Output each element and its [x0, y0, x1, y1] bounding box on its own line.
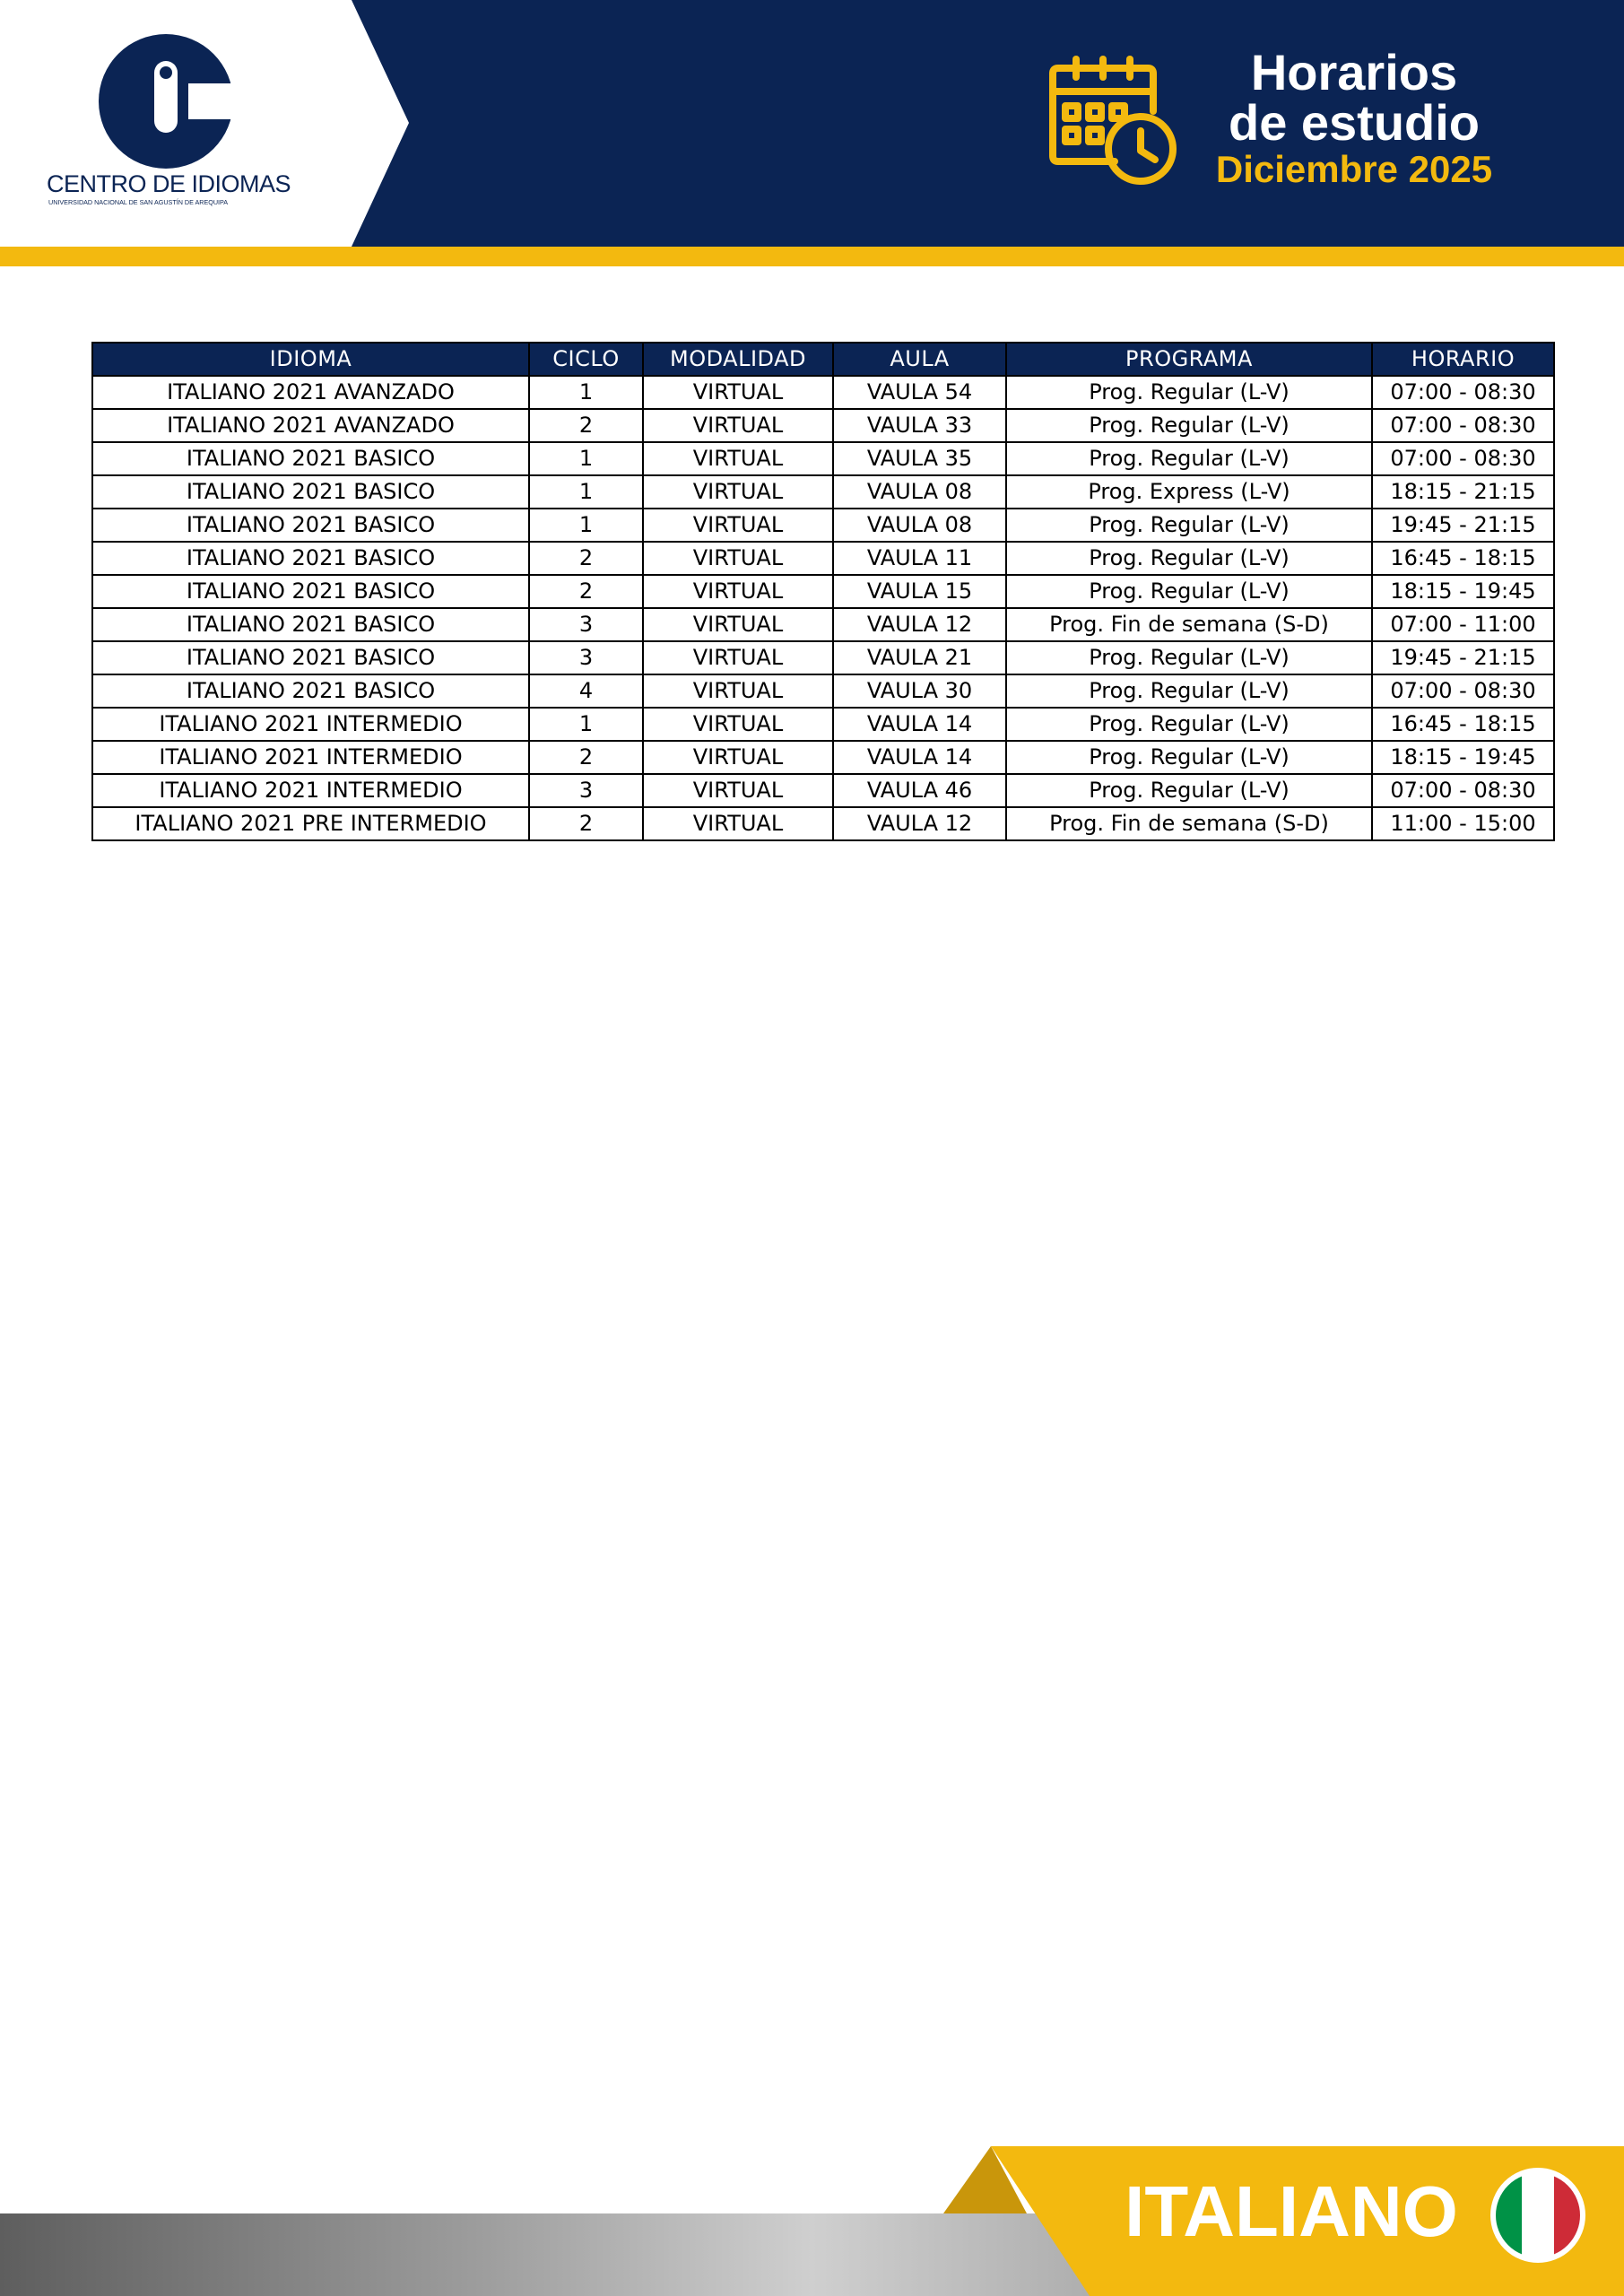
cell-aula: VAULA 14	[833, 708, 1006, 741]
cell-programa: Prog. Regular (L-V)	[1006, 442, 1372, 475]
footer-language-label: ITALIANO	[1125, 2171, 1458, 2251]
cell-programa: Prog. Regular (L-V)	[1006, 376, 1372, 409]
cell-horario: 18:15 - 21:15	[1372, 475, 1554, 509]
cell-modalidad: VIRTUAL	[643, 442, 833, 475]
cell-aula: VAULA 11	[833, 542, 1006, 575]
cell-aula: VAULA 08	[833, 509, 1006, 542]
cell-idioma: ITALIANO 2021 BASICO	[92, 575, 529, 608]
cell-horario: 07:00 - 11:00	[1372, 608, 1554, 641]
cell-idioma: ITALIANO 2021 BASICO	[92, 442, 529, 475]
cell-idioma: ITALIANO 2021 BASICO	[92, 475, 529, 509]
cell-horario: 16:45 - 18:15	[1372, 542, 1554, 575]
cell-idioma: ITALIANO 2021 INTERMEDIO	[92, 741, 529, 774]
cell-modalidad: VIRTUAL	[643, 708, 833, 741]
cell-aula: VAULA 54	[833, 376, 1006, 409]
cell-modalidad: VIRTUAL	[643, 741, 833, 774]
cell-ciclo: 2	[529, 409, 643, 442]
cell-programa: Prog. Regular (L-V)	[1006, 774, 1372, 807]
cell-idioma: ITALIANO 2021 AVANZADO	[92, 376, 529, 409]
cell-programa: Prog. Regular (L-V)	[1006, 575, 1372, 608]
cell-ciclo: 2	[529, 542, 643, 575]
cell-programa: Prog. Fin de semana (S-D)	[1006, 608, 1372, 641]
cell-modalidad: VIRTUAL	[643, 674, 833, 708]
cell-ciclo: 2	[529, 575, 643, 608]
cell-idioma: ITALIANO 2021 BASICO	[92, 509, 529, 542]
cell-horario: 11:00 - 15:00	[1372, 807, 1554, 840]
cell-ciclo: 1	[529, 376, 643, 409]
cell-aula: VAULA 08	[833, 475, 1006, 509]
cell-aula: VAULA 12	[833, 608, 1006, 641]
cell-programa: Prog. Fin de semana (S-D)	[1006, 807, 1372, 840]
column-header-programa: PROGRAMA	[1006, 343, 1372, 376]
title-de-estudio: de estudio	[1228, 94, 1481, 151]
cell-modalidad: VIRTUAL	[643, 376, 833, 409]
cell-ciclo: 1	[529, 475, 643, 509]
column-header-ciclo: CICLO	[529, 343, 643, 376]
cell-modalidad: VIRTUAL	[643, 641, 833, 674]
cell-ciclo: 2	[529, 807, 643, 840]
cell-modalidad: VIRTUAL	[643, 575, 833, 608]
cell-modalidad: VIRTUAL	[643, 509, 833, 542]
cell-idioma: ITALIANO 2021 BASICO	[92, 608, 529, 641]
cell-programa: Prog. Regular (L-V)	[1006, 509, 1372, 542]
cell-horario: 07:00 - 08:30	[1372, 674, 1554, 708]
cell-modalidad: VIRTUAL	[643, 774, 833, 807]
cell-idioma: ITALIANO 2021 BASICO	[92, 542, 529, 575]
cell-programa: Prog. Regular (L-V)	[1006, 708, 1372, 741]
column-header-modalidad: MODALIDAD	[643, 343, 833, 376]
cell-modalidad: VIRTUAL	[643, 542, 833, 575]
cell-ciclo: 1	[529, 708, 643, 741]
cell-modalidad: VIRTUAL	[643, 475, 833, 509]
cell-ciclo: 3	[529, 774, 643, 807]
cell-horario: 07:00 - 08:30	[1372, 774, 1554, 807]
cell-idioma: ITALIANO 2021 INTERMEDIO	[92, 708, 529, 741]
cell-modalidad: VIRTUAL	[643, 409, 833, 442]
cell-idioma: ITALIANO 2021 BASICO	[92, 674, 529, 708]
cell-ciclo: 1	[529, 509, 643, 542]
cell-horario: 19:45 - 21:15	[1372, 509, 1554, 542]
cell-aula: VAULA 15	[833, 575, 1006, 608]
cell-aula: VAULA 30	[833, 674, 1006, 708]
cell-modalidad: VIRTUAL	[643, 807, 833, 840]
cell-horario: 07:00 - 08:30	[1372, 409, 1554, 442]
column-header-aula: AULA	[833, 343, 1006, 376]
cell-horario: 18:15 - 19:45	[1372, 741, 1554, 774]
cell-ciclo: 1	[529, 442, 643, 475]
cell-aula: VAULA 35	[833, 442, 1006, 475]
cell-programa: Prog. Regular (L-V)	[1006, 641, 1372, 674]
cell-ciclo: 3	[529, 608, 643, 641]
cell-horario: 19:45 - 21:15	[1372, 641, 1554, 674]
cell-programa: Prog. Regular (L-V)	[1006, 542, 1372, 575]
cell-aula: VAULA 14	[833, 741, 1006, 774]
logo-title: CENTRO DE IDIOMAS	[47, 170, 291, 197]
cell-modalidad: VIRTUAL	[643, 608, 833, 641]
cell-ciclo: 3	[529, 641, 643, 674]
cell-horario: 18:15 - 19:45	[1372, 575, 1554, 608]
italy-flag-icon	[1489, 2166, 1587, 2265]
column-header-idioma: IDIOMA	[92, 343, 529, 376]
title-date: Diciembre 2025	[1215, 148, 1493, 190]
cell-ciclo: 2	[529, 741, 643, 774]
cell-programa: Prog. Express (L-V)	[1006, 475, 1372, 509]
cell-horario: 07:00 - 08:30	[1372, 376, 1554, 409]
cell-idioma: ITALIANO 2021 AVANZADO	[92, 409, 529, 442]
cell-ciclo: 4	[529, 674, 643, 708]
column-header-horario: HORARIO	[1372, 343, 1554, 376]
cell-programa: Prog. Regular (L-V)	[1006, 409, 1372, 442]
cell-aula: VAULA 33	[833, 409, 1006, 442]
cell-idioma: ITALIANO 2021 INTERMEDIO	[92, 774, 529, 807]
cell-programa: Prog. Regular (L-V)	[1006, 674, 1372, 708]
cell-idioma: ITALIANO 2021 PRE INTERMEDIO	[92, 807, 529, 840]
cell-aula: VAULA 12	[833, 807, 1006, 840]
cell-aula: VAULA 21	[833, 641, 1006, 674]
cell-aula: VAULA 46	[833, 774, 1006, 807]
title-horarios: Horarios	[1250, 44, 1458, 100]
logo-subtitle: UNIVERSIDAD NACIONAL DE SAN AGUSTÍN DE AREQUIPA	[48, 198, 229, 206]
cell-horario: 16:45 - 18:15	[1372, 708, 1554, 741]
cell-idioma: ITALIANO 2021 BASICO	[92, 641, 529, 674]
cell-programa: Prog. Regular (L-V)	[1006, 741, 1372, 774]
cell-horario: 07:00 - 08:30	[1372, 442, 1554, 475]
